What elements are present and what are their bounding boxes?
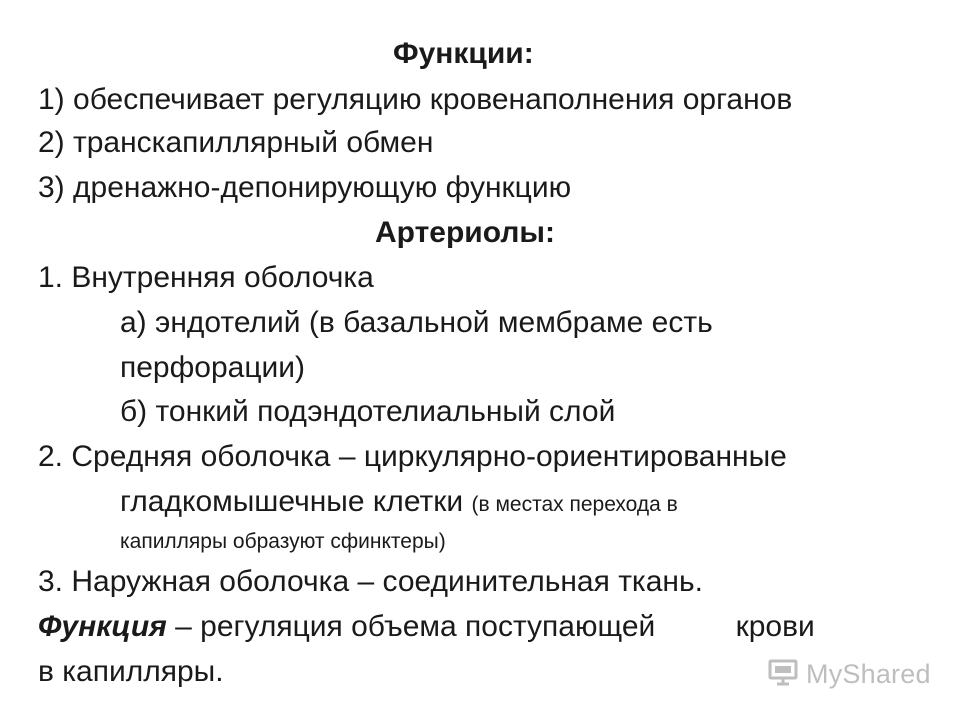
inner-layer-a-line1: а) эндотелий (в базальной мембраме есть [120,306,713,339]
middle-cells-line [120,484,678,523]
middle-cells-text: гладкомышечные клетки [120,485,472,518]
middle-note-line2: капилляры образуют сфинктеры) [120,530,446,553]
function-item-3: 3) дренажно-депонирующую функцию [38,171,572,204]
watermark-text: MyShared [806,658,931,689]
function-term: Функция [38,610,167,643]
function-item-2: 2) транскапиллярный обмен [38,126,434,159]
function-text-end: крови [735,610,815,643]
function-text: – регуляция объема поступающей [166,610,664,643]
middle-layer-line: 2. Средняя оболочка – циркулярно-ориентированные [38,440,787,473]
function-item-1: 1) обеспечивает регуляцию кровенаполнения органов [38,83,793,116]
arterioles-heading: Артериолы: [375,216,555,249]
presentation-board-icon [768,658,798,691]
inner-layer-line: 1. Внутренняя оболочка [38,261,374,294]
middle-note-line1: (в местах перехода в [471,493,678,516]
function-summary-line2: в капилляры. [38,655,224,688]
inner-layer-b-line: б) тонкий подэндотелиальный слой [120,395,616,428]
watermark [768,656,931,692]
inner-layer-a-line2: перфорации) [120,351,306,384]
outer-layer-line: 3. Наружная оболочка – соединительная ткань. [38,565,703,598]
function-summary-line [38,609,815,645]
functions-heading: Функции: [393,37,534,70]
